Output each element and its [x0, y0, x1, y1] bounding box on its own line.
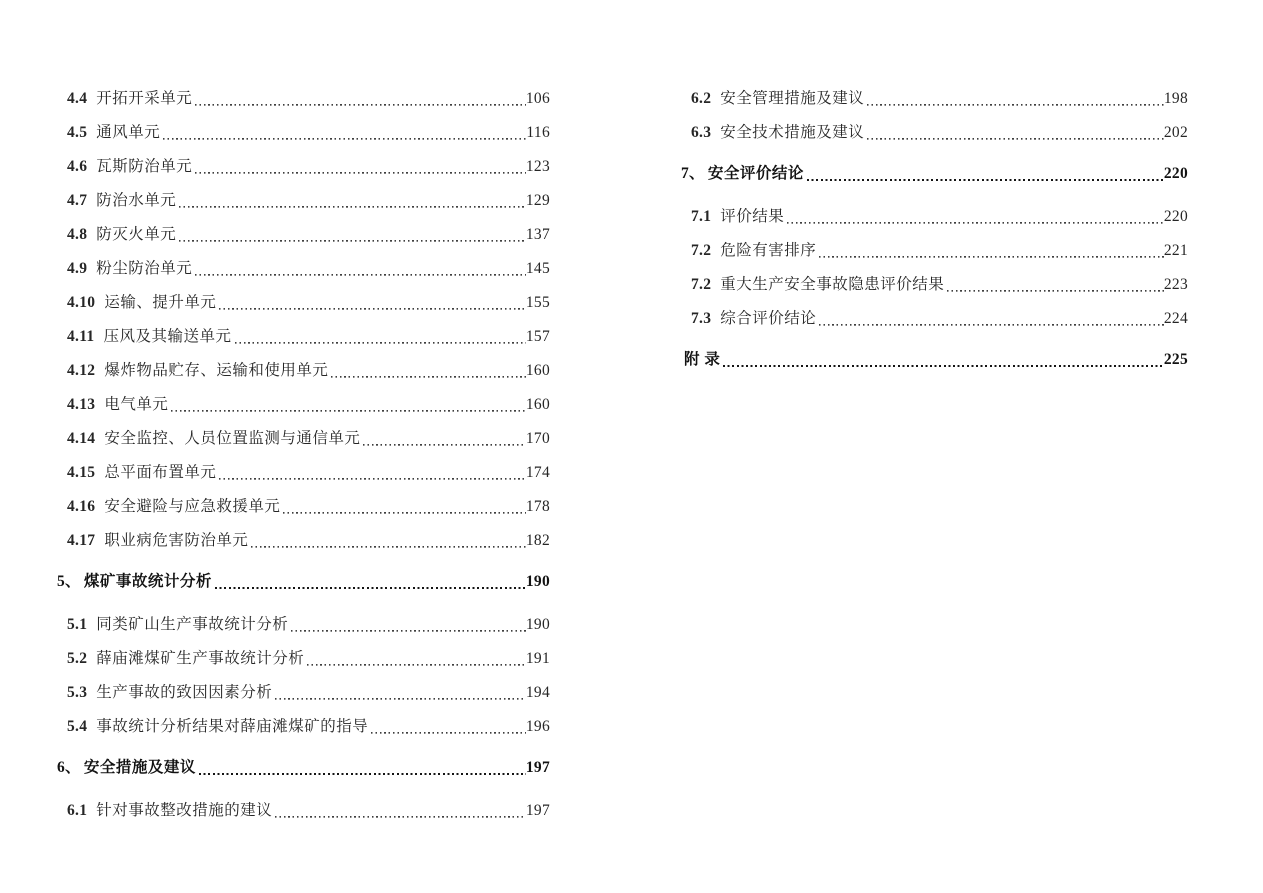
toc-entry-page: 197	[525, 802, 550, 819]
toc-entry-page: 202	[1163, 124, 1188, 141]
toc-entry-number: 4.9	[67, 260, 88, 277]
dot-leader	[867, 82, 1164, 116]
dot-leader	[723, 340, 1163, 380]
dot-leader	[195, 82, 526, 116]
toc-entry[interactable]	[57, 184, 550, 218]
toc-entry-title: 总平面布置单元	[104, 464, 217, 481]
toc-entry[interactable]	[57, 82, 550, 116]
dot-leader	[171, 388, 526, 422]
toc-entry-title: 综合评价结论	[720, 310, 817, 327]
toc-entry-page: 224	[1163, 310, 1188, 327]
dot-leader	[283, 490, 526, 524]
toc-entry-page: 190	[525, 573, 550, 590]
toc-entry-title: 通风单元	[96, 124, 161, 141]
dot-leader	[363, 422, 526, 456]
toc-entry-page: 225	[1163, 351, 1188, 368]
toc-entry[interactable]	[57, 252, 550, 286]
toc-entry-number: 6、	[57, 759, 81, 776]
toc-entry-title: 评价结果	[720, 208, 785, 225]
toc-entry-title: 安全管理措施及建议	[720, 90, 865, 107]
toc-entry-number: 4.7	[67, 192, 88, 209]
toc-entry-page: 220	[1163, 208, 1188, 225]
toc-entry-page: 194	[525, 684, 550, 701]
toc-entry-title: 煤矿事故统计分析	[83, 573, 212, 590]
toc-entry-page: 220	[1163, 165, 1188, 182]
toc-entry[interactable]	[57, 710, 550, 744]
dot-leader	[291, 608, 526, 642]
dot-leader	[275, 676, 526, 710]
toc-list-left-page	[57, 82, 550, 828]
toc-entry-page: 170	[525, 430, 550, 447]
toc-list-right-page	[681, 82, 1188, 386]
dot-leader	[215, 562, 526, 602]
toc-entry-number: 4.5	[67, 124, 88, 141]
toc-entry-page: 157	[525, 328, 550, 345]
toc-entry[interactable]	[681, 268, 1188, 302]
toc-entry-title: 安全监控、人员位置监测与通信单元	[104, 430, 361, 447]
toc-entry-number: 5.1	[67, 616, 88, 633]
toc-entry-number: 6.1	[67, 802, 88, 819]
toc-entry-title: 安全措施及建议	[83, 759, 196, 776]
toc-entry-title: 爆炸物品贮存、运输和使用单元	[104, 362, 329, 379]
toc-entry[interactable]	[57, 456, 550, 490]
toc-entry-number: 4.13	[67, 396, 96, 413]
toc-entry[interactable]	[681, 116, 1188, 150]
toc-entry[interactable]	[57, 490, 550, 524]
toc-entry-title: 安全避险与应急救援单元	[104, 498, 281, 515]
toc-entry[interactable]	[57, 562, 550, 602]
toc-entry-title: 开拓开采单元	[96, 90, 193, 107]
toc-entry[interactable]	[57, 524, 550, 558]
toc-entry[interactable]	[57, 320, 550, 354]
toc-entry-title: 生产事故的致因因素分析	[96, 684, 273, 701]
toc-entry-page: 198	[1163, 90, 1188, 107]
toc-entry-number: 4.6	[67, 158, 88, 175]
toc-entry[interactable]	[57, 150, 550, 184]
toc-entry-title: 事故统计分析结果对薛庙滩煤矿的指导	[96, 718, 369, 735]
toc-entry-number: 5.4	[67, 718, 88, 735]
toc-entry-title: 瓦斯防治单元	[96, 158, 193, 175]
toc-entry-page: 129	[525, 192, 550, 209]
toc-entry-title: 安全技术措施及建议	[720, 124, 865, 141]
dot-leader	[235, 320, 526, 354]
toc-entry[interactable]	[681, 234, 1188, 268]
toc-entry[interactable]	[681, 302, 1188, 336]
toc-entry-number: 7、	[681, 165, 705, 182]
toc-entry-number: 5.2	[67, 650, 88, 667]
toc-entry-title: 运输、提升单元	[104, 294, 217, 311]
toc-entry[interactable]	[57, 422, 550, 456]
toc-entry-number: 4.8	[67, 226, 88, 243]
toc-entry-title: 压风及其输送单元	[103, 328, 232, 345]
toc-entry-number: 4.10	[67, 294, 96, 311]
toc-entry-page: 155	[525, 294, 550, 311]
toc-entry-number: 4.16	[67, 498, 96, 515]
toc-entry-title: 安全评价结论	[707, 165, 804, 182]
toc-entry[interactable]	[681, 154, 1188, 194]
toc-entry-title: 职业病危害防治单元	[104, 532, 249, 549]
dot-leader	[251, 524, 526, 558]
toc-entry-number: 4.15	[67, 464, 96, 481]
toc-entry-number: 4.12	[67, 362, 96, 379]
dot-leader	[867, 116, 1164, 150]
toc-entry-title: 防治水单元	[96, 192, 177, 209]
toc-entry[interactable]	[57, 354, 550, 388]
dot-leader	[195, 252, 526, 286]
toc-entry[interactable]	[57, 794, 550, 828]
toc-entry[interactable]	[57, 676, 550, 710]
toc-entry-page: 123	[525, 158, 550, 175]
toc-entry-title: 重大生产安全事故隐患评价结果	[720, 276, 945, 293]
toc-entry-page: 190	[525, 616, 550, 633]
dot-leader	[307, 642, 526, 676]
toc-entry-page: 174	[525, 464, 550, 481]
toc-entry-page: 196	[525, 718, 550, 735]
toc-entry[interactable]	[57, 388, 550, 422]
dot-leader	[807, 154, 1164, 194]
toc-entry[interactable]	[57, 642, 550, 676]
toc-entry-number: 6.2	[691, 90, 712, 107]
toc-entry-title: 针对事故整改措施的建议	[96, 802, 273, 819]
toc-entry-number: 4.17	[67, 532, 96, 549]
dot-leader	[947, 268, 1164, 302]
dot-leader	[219, 286, 526, 320]
toc-entry[interactable]	[57, 286, 550, 320]
dot-leader	[163, 116, 526, 150]
toc-entry[interactable]	[681, 340, 1188, 380]
dot-leader	[179, 218, 526, 252]
toc-entry[interactable]	[681, 200, 1188, 234]
toc-entry-page: 182	[525, 532, 550, 549]
toc-entry-page: 221	[1163, 242, 1188, 259]
toc-entry-number: 7.3	[691, 310, 712, 327]
toc-entry-number: 7.2	[691, 276, 712, 293]
toc-entry-page: 178	[525, 498, 550, 515]
dot-leader	[179, 184, 526, 218]
toc-entry[interactable]	[57, 748, 550, 788]
dot-leader	[195, 150, 526, 184]
dot-leader	[819, 302, 1164, 336]
toc-entry-number: 7.1	[691, 208, 712, 225]
toc-entry[interactable]	[57, 218, 550, 252]
toc-entry-title: 电气单元	[104, 396, 169, 413]
toc-entry-page: 191	[525, 650, 550, 667]
toc-entry-number: 5.3	[67, 684, 88, 701]
toc-entry-page: 137	[525, 226, 550, 243]
toc-entry[interactable]	[681, 82, 1188, 116]
toc-entry-page: 223	[1163, 276, 1188, 293]
dot-leader	[219, 456, 526, 490]
toc-entry-page: 145	[525, 260, 550, 277]
dot-leader	[787, 200, 1164, 234]
toc-entry-page: 106	[525, 90, 550, 107]
toc-entry-page: 160	[525, 362, 550, 379]
toc-entry-title: 薛庙滩煤矿生产事故统计分析	[96, 650, 305, 667]
toc-entry-page: 116	[526, 124, 550, 141]
toc-entry-number: 4.11	[67, 328, 95, 345]
toc-entry[interactable]	[57, 116, 550, 150]
toc-entry-title: 防灭火单元	[96, 226, 177, 243]
toc-entry-title: 危险有害排序	[720, 242, 817, 259]
dot-leader	[371, 710, 526, 744]
toc-entry-number: 4.14	[67, 430, 96, 447]
toc-entry-number: 4.4	[67, 90, 88, 107]
dot-leader	[819, 234, 1164, 268]
toc-entry-title: 粉尘防治单元	[96, 260, 193, 277]
toc-entry-page: 197	[525, 759, 550, 776]
toc-entry[interactable]	[57, 608, 550, 642]
dot-leader	[275, 794, 526, 828]
dot-leader	[199, 748, 526, 788]
dot-leader	[331, 354, 526, 388]
toc-entry-title: 附 录	[684, 351, 721, 368]
toc-entry-number: 6.3	[691, 124, 712, 141]
toc-entry-number: 5、	[57, 573, 81, 590]
toc-entry-page: 160	[525, 396, 550, 413]
toc-entry-number: 7.2	[691, 242, 712, 259]
toc-entry-title: 同类矿山生产事故统计分析	[96, 616, 289, 633]
